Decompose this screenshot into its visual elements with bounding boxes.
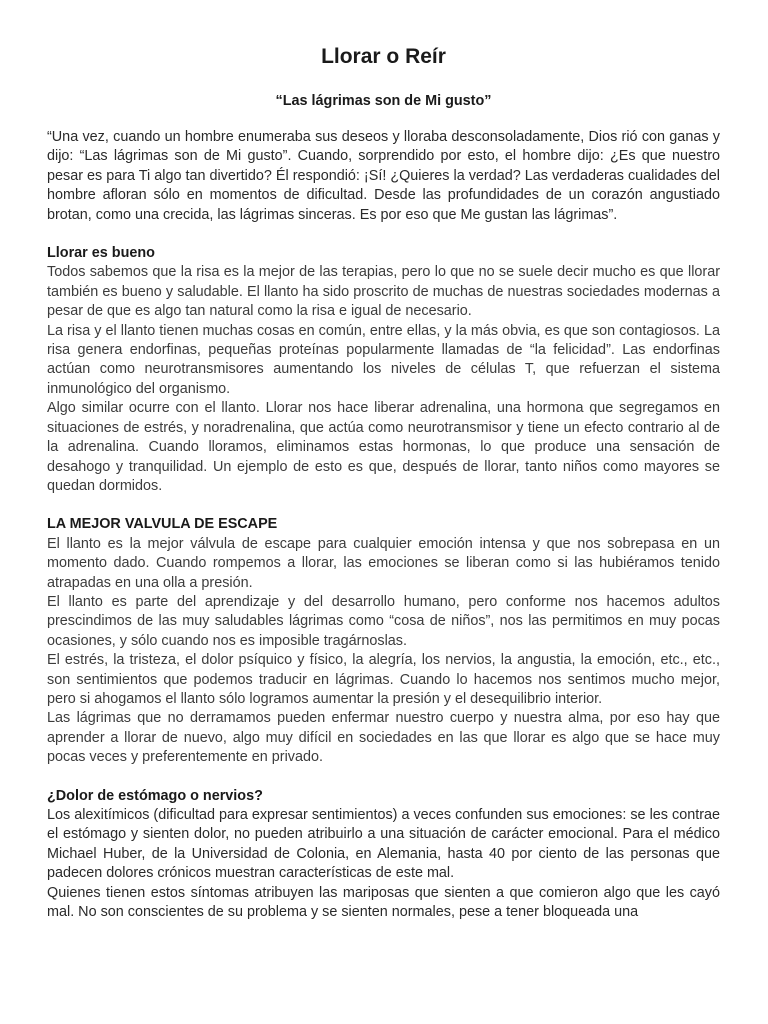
paragraph: Todos sabemos que la risa es la mejor de las terapias, pero lo que no se suele decir mucho es que llorar también es bueno y saludable. El llanto ha sido proscrito de muchas de nuestras sociedades modernas a pesar de que es algo tan natural como la risa e igual de necesario.	[47, 264, 720, 320]
paragraph: Quienes tienen estos síntomas atribuyen las mariposas que sienten a que comieron algo que les cayó mal. No son conscientes de su problema y se sienten normales, pese a tener bloqueada una	[47, 884, 720, 921]
intro-paragraph: “Una vez, cuando un hombre enumeraba sus deseos y lloraba desconsoladamente, Dios rió con ganas y dijo: “Las lágrimas son de Mi gusto”. Cuando, sorprendido por esto, el hombre dijo: ¿Es que nuestro pesar es para Ti algo tan divertido? Él respondió: ¡Sí! ¿Quieres la verdad? Las verdaderas cualidades del hombre afloran sólo en momentos de dificultad. Desde las profundidades de un corazón angustiado brotan, como una crecida, las lágrimas sinceras. Es por eso que Me gustan las lágrimas”.	[47, 129, 720, 223]
paragraph: El llanto es parte del aprendizaje y del desarrollo humano, pero conforme nos hacemos adultos prescindimos de las muy saludables lágrimas como “cosa de niños”, nos las permitimos en muy pocas ocasiones, y sólo cuando nos es imposible tragárnoslas.	[47, 593, 720, 649]
paragraph: Las lágrimas que no derramamos pueden enfermar nuestro cuerpo y nuestra alma, por eso hay que aprender a llorar de nuevo, algo muy difícil en sociedades en las que llorar es algo que se hace muy pocas veces y preferentemente en privado.	[47, 710, 720, 766]
document-body	[47, 128, 720, 922]
paragraph: Los alexitímicos (dificultad para expresar sentimientos) a veces confunden sus emociones: se les contrae el estómago y sienten dolor, no pueden atribuirlo a una situación de carácter emocional. Para el médico Michael Huber, de la Universidad de Colonia, en Alemania, hasta 40 por ciento de las personas que padecen dolores crónicos muestran características de este mal.	[47, 807, 720, 882]
section-heading-dolor-estomago: ¿Dolor de estómago o nervios?	[47, 787, 263, 804]
section-heading-mejor-valvula: LA MEJOR VALVULA DE ESCAPE	[47, 516, 278, 533]
document-title: Llorar o Reír	[321, 45, 446, 68]
paragraph: Algo similar ocurre con el llanto. Llorar nos hace liberar adrenalina, una hormona que segregamos en situaciones de estrés, y noradrenalina, que actúa como neurotransmisor y tiene un efecto contrario al de la adrenalina. Cuando lloramos, eliminamos estas hormonas, lo que produce una sensación de desahogo y tranquilidad. Un ejemplo de esto es que, después de llorar, tanto niños como mayores se quedan dormidos.	[47, 400, 720, 494]
paragraph: El estrés, la tristeza, el dolor psíquico y físico, la alegría, los nervios, la angustia, la emoción, etc., etc., son sentimientos que podemos traducir en lágrimas. Cuando lo hacemos nos sentimos mucho mejor, pero si ahogamos el llanto sólo logramos aumentar la presión y el desequilibrio interior.	[47, 652, 720, 707]
section-heading-llorar-es-bueno: Llorar es bueno	[47, 245, 155, 262]
paragraph: La risa y el llanto tienen muchas cosas en común, entre ellas, y la más obvia, es que son contagiosos. La risa genera endorfinas, pequeñas proteínas popularmente llamadas de “la felicidad”. Las endorfinas actúan como neurotransmisores aumentando los niveles de células T, que refuerzan el sistema inmunológico del organismo.	[47, 322, 720, 397]
document-subtitle: “Las lágrimas son de Mi gusto”	[275, 93, 492, 109]
paragraph: El llanto es la mejor válvula de escape para cualquier emoción intensa y que nos sobrepasa en un momento dado. Cuando rompemos a llorar, las emociones se liberan como si las hubiéramos tenido atrapadas en una olla a presión.	[47, 535, 720, 591]
